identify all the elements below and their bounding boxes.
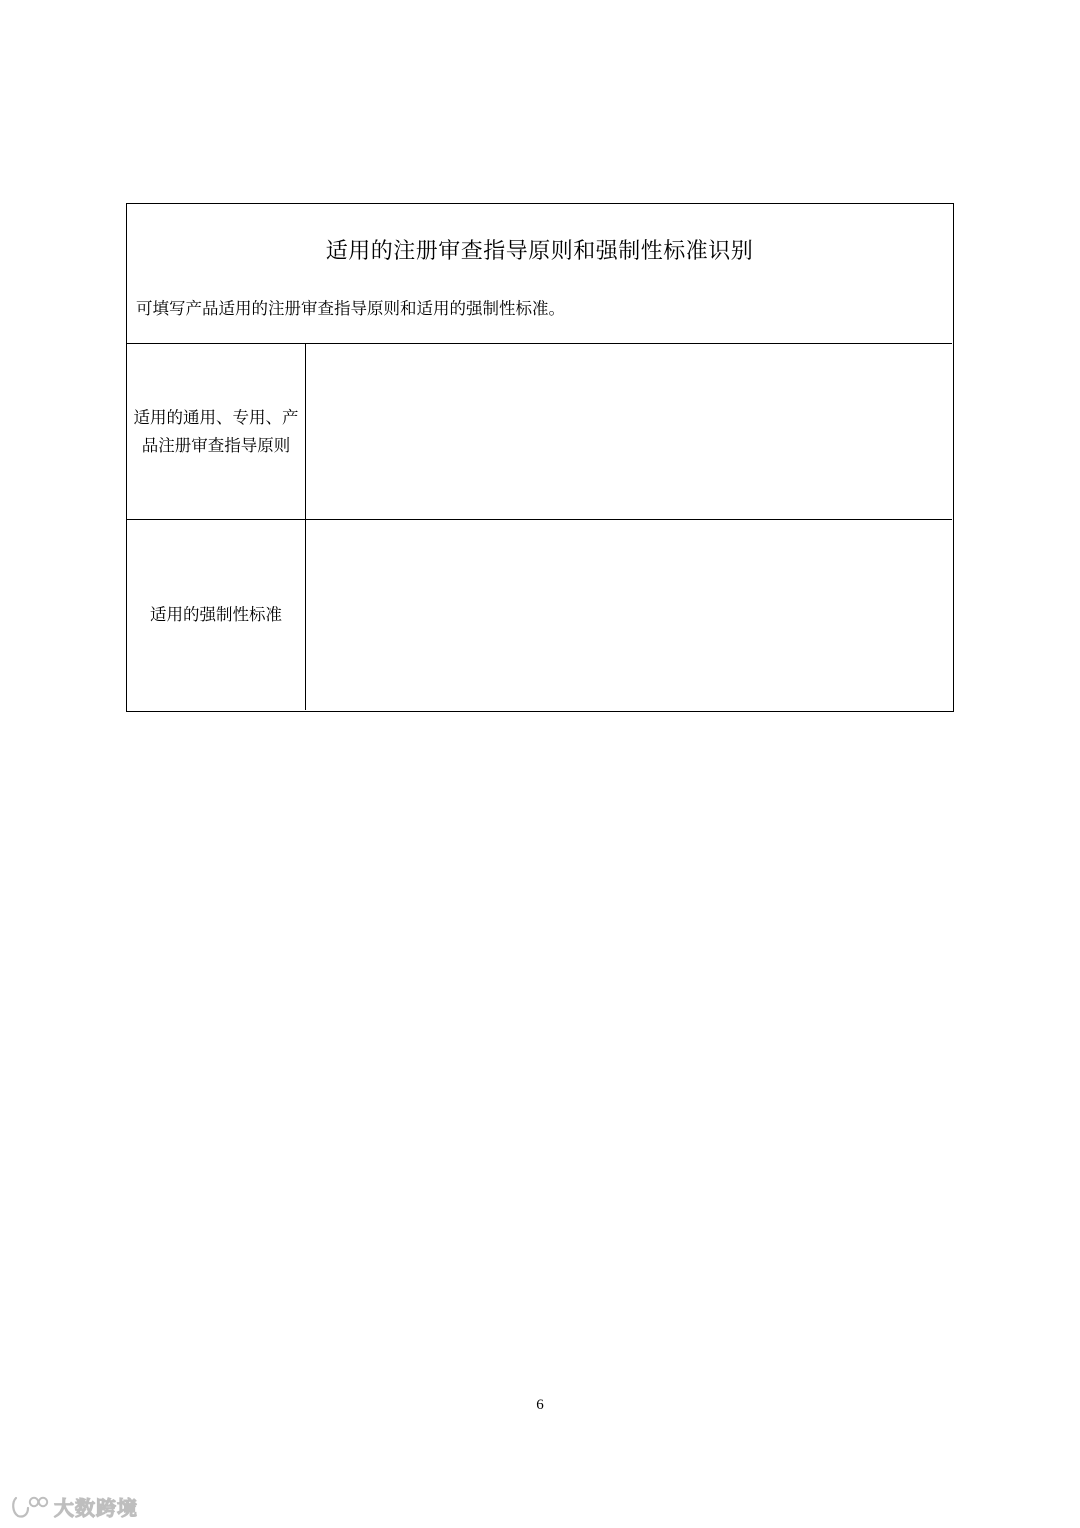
standards-table [126,203,954,712]
row-label-cell [127,520,306,710]
row-label-cell [127,344,306,519]
table-row [127,344,952,520]
logo-icon [10,1494,50,1520]
table-title: 适用的注册审查指导原则和强制性标准识别 [325,239,754,264]
watermark [10,1492,138,1521]
watermark-text: 大数跨境 [54,1496,138,1520]
row-value-mandatory-standards [306,520,952,710]
row-label-guidelines: 适用的通用、专用、产品注册审查指导原则 [133,407,299,455]
table-note: 可填写产品适用的注册审查指导原则和适用的强制性标准。 [136,299,565,318]
row-value-guidelines [306,344,952,519]
row-label-mandatory-standards: 适用的强制性标准 [150,605,282,624]
table-header [127,204,952,344]
table-row [127,520,952,710]
page-number: 6 [536,1397,544,1413]
